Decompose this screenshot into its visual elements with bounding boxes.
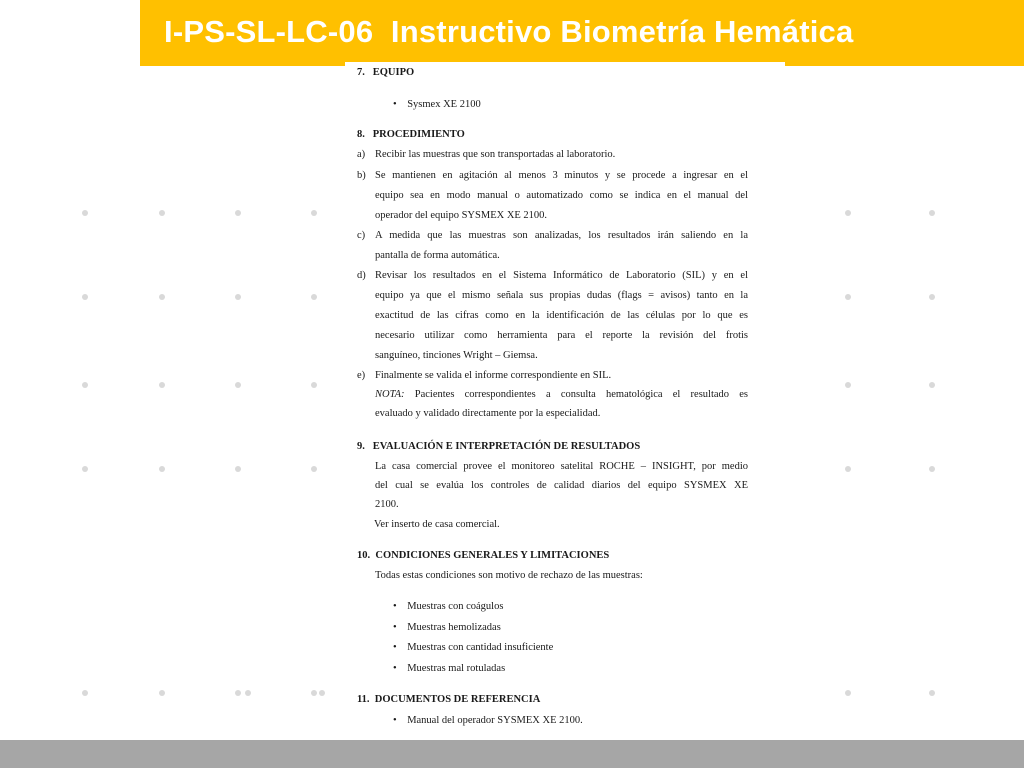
background-dot (311, 210, 317, 216)
procedure-item-a: a) (357, 149, 366, 160)
list-item: • Muestras con cantidad insuficiente (393, 642, 554, 653)
background-dot (311, 382, 317, 388)
list-item: • Muestras hemolizadas (393, 622, 501, 633)
background-dot (929, 382, 935, 388)
procedure-item-d: d) (357, 270, 366, 281)
background-dot (82, 466, 88, 472)
background-dot (845, 690, 851, 696)
background-dot (311, 294, 317, 300)
background-dot (929, 210, 935, 216)
background-dot (845, 210, 851, 216)
background-dot (311, 466, 317, 472)
section-9-heading: 9. EVALUACIÓN E INTERPRETACIÓN DE RESULTADOS (357, 441, 641, 452)
section-9-line: La casa comercial provee el monitoreo satelital ROCHE – INSIGHT, por medio (375, 461, 748, 472)
background-dot (235, 294, 241, 300)
procedure-item-e-line: Finalmente se valida el informe correspondiente en SIL. (375, 370, 612, 381)
procedure-item-c: c) (357, 230, 366, 241)
page-title: I-PS-SL-LC-06 Instructivo Biometría Hemática (164, 14, 854, 49)
footer-bar (0, 740, 1024, 768)
background-dot (845, 466, 851, 472)
procedure-item-e: e) (357, 370, 366, 381)
background-dot (845, 382, 851, 388)
title-bar (140, 0, 1024, 66)
background-dot (159, 294, 165, 300)
procedure-item-c-line: A medida que las muestras son analizadas, los resultados irán saliendo en la (375, 230, 748, 241)
background-dot (319, 690, 325, 696)
procedure-item-d-line: necesario utilizar como herramienta para el reporte la revisión del frotis (375, 330, 748, 341)
background-dot (82, 690, 88, 696)
section-8-heading: 8. PROCEDIMIENTO (357, 129, 465, 140)
background-dot (929, 466, 935, 472)
procedure-item-b-line: equipo sea en modo manual o automatizado como se indica en el manual del (375, 190, 748, 201)
background-dot (235, 466, 241, 472)
section-9-extra: Ver inserto de casa comercial. (374, 519, 500, 530)
background-dot (82, 382, 88, 388)
list-item: • Sysmex XE 2100 (393, 99, 481, 110)
note-label: NOTA: (375, 389, 405, 400)
procedure-item-c-line: pantalla de forma automática. (375, 250, 500, 261)
list-item: • Muestras con coágulos (393, 601, 504, 612)
background-dot (245, 690, 251, 696)
procedure-item-d-line: sanguíneo, tinciones Wright – Giemsa. (375, 350, 538, 361)
section-9-line: 2100. (375, 499, 399, 510)
section-11-heading: 11. DOCUMENTOS DE REFERENCIA (357, 694, 541, 705)
procedure-item-d-line: equipo ya que el mismo señala sus propias dudas (flags = avisos) tanto en la (375, 290, 748, 301)
document-image (345, 62, 785, 740)
procedure-item-b: b) (357, 170, 366, 181)
procedure-item-d-line: Revisar los resultados en el Sistema Informático de Laboratorio (SIL) y en el (375, 270, 748, 281)
background-dot (845, 294, 851, 300)
procedure-item-a-line: Recibir las muestras que son transportadas al laboratorio. (375, 149, 616, 160)
background-dot (82, 210, 88, 216)
procedure-item-b-line: Se mantienen en agitación al menos 3 minutos y se procede a ingresar en el (375, 170, 748, 181)
background-dot (235, 210, 241, 216)
background-dot (235, 690, 241, 696)
background-dot (929, 294, 935, 300)
background-dot (159, 466, 165, 472)
procedure-note-line: evaluado y validado directamente por la especialidad. (375, 408, 601, 419)
section-7-heading: 7. EQUIPO (357, 67, 415, 78)
section-10-heading: 10. CONDICIONES GENERALES Y LIMITACIONES (357, 550, 610, 561)
list-item: • Muestras mal rotuladas (393, 663, 506, 674)
background-dot (235, 382, 241, 388)
background-dot (159, 690, 165, 696)
background-dot (929, 690, 935, 696)
procedure-note: NOTA: Pacientes correspondientes a consulta hematológica el resultado es (375, 389, 748, 400)
procedure-item-b-line: operador del equipo SYSMEX XE 2100. (375, 210, 548, 221)
section-9-line: del cual se evalúa los controles de calidad diarios del equipo SYSMEX XE (375, 480, 748, 491)
background-dot (311, 690, 317, 696)
list-item: • Manual del operador SYSMEX XE 2100. (393, 715, 583, 726)
background-dot (82, 294, 88, 300)
section-10-intro: Todas estas condiciones son motivo de rechazo de las muestras: (375, 570, 643, 581)
procedure-item-d-line: exactitud de las cifras como en la identificación de las células por lo que es (375, 310, 748, 321)
background-dot (159, 210, 165, 216)
background-dot (159, 382, 165, 388)
